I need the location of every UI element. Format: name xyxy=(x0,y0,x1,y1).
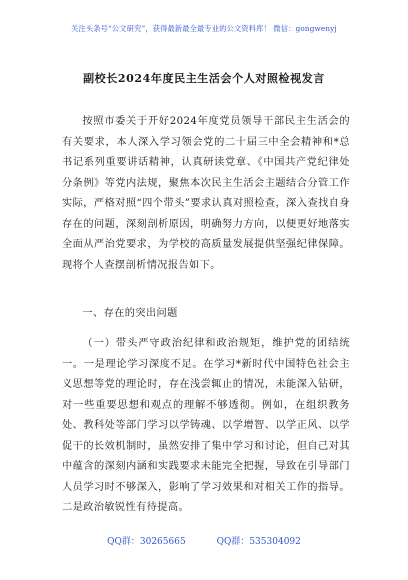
paragraph-text: 按照市委关于开好2024年度党员领导干部民主生活会的有关要求，本人深入学习领会党的二十届三中全会精神和*总书记系列重要讲话精神，认真研读党章、《中国共产党纪律处分条例》等党内法规，聚焦本次民主生活会主题结合分管工作实际，严格对照“四个带头”要求认真对照检查，深入查找自身存在的问题，深刻剖析原因，明确努力方向，以便更好地落实全面从严治党要求，为学校的高质量发展提供坚强纪律保障。现将个人查摆剖析情况报告如下。 xyxy=(62,116,350,271)
footer-qq-group-2: QQ群：535304092 xyxy=(216,537,301,547)
header-note: 关注头条号“公文研究”，获得最新最全最专业的公文资料库！ 微信：gongwenyj xyxy=(71,24,337,33)
footer-qq-groups xyxy=(0,534,408,547)
document-title: 副校长2024年度民主生活会个人对照检视发言 xyxy=(83,72,325,85)
footer-qq-group-1: QQ群：30265665 xyxy=(107,537,186,547)
section-heading-text: 一、存在的突出问题 xyxy=(82,308,178,319)
paragraph-section-1 xyxy=(62,334,350,519)
section-heading xyxy=(62,304,350,325)
paragraph-text: （一）带头严守政治纪律和政治规矩，维护党的团结统一。一是理论学习深度不足。在学习*新时代中国特色社会主义思想等党的理论时，存在浅尝辄止的情况，未能深入钻研，对一些重要思想和观点的理解不够透彻。例如，在组织教务处、教科处等部门学习以学铸魂、以学增智、以学正风、以学促干的长效机制时，虽然安排了集中学习和讨论，但自己对其中蕴含的深刻内涵和实践要求未能完全把握，导致在引导部门人员学习时不够深入，影响了学习效果和对相关工作的指导。二是政治敏锐性有待提高。 xyxy=(62,338,350,513)
paragraph-intro xyxy=(62,112,350,276)
